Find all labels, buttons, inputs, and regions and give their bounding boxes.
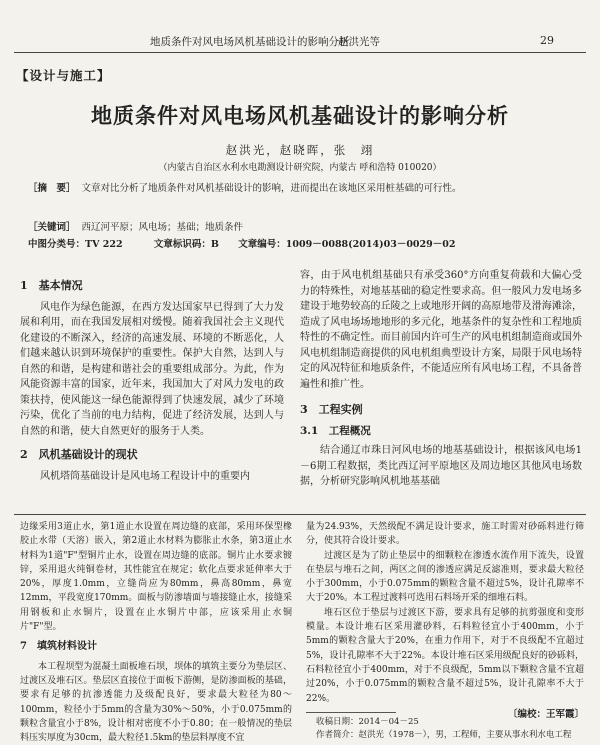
- page-number: 29: [540, 34, 554, 47]
- section-3-1-paragraph: 结合通辽市珠日河风电场的地基基础设计，根据该风电场1－6期工程数据，类比西辽河平原地区及周边地区其他风电场数据，分析研究影响风机地基基础: [300, 445, 582, 487]
- clc-value: TV 222: [85, 239, 123, 250]
- lower-right-column: [306, 520, 584, 722]
- editor-note: 〔编校：王军霞〕: [507, 708, 584, 720]
- keywords-text: 西辽河平原；风电场；基础；地质条件: [81, 222, 244, 233]
- header-rule: [14, 52, 586, 53]
- continued-paragraph: 容，由于风电机组基础只有承受360°方向重复荷载和大偏心受力的特殊性，对地基基础的稳定性要求高。但一般风力发电场多建设于地势较高的丘陵之上或地形开阔的高原地带及滑海滩涂，造成了风电场场地地形的多元化，地基条件的复杂性和工程地质特性的不确定性。而目前国内许可生产的风电机组制造商或国外风电机组制造商提供的风电机组典型设计方案，局限于风电场特定的风况特征和地质条件，不能适应所有风电场工程，不具备普遍性和推广性。: [300, 270, 582, 390]
- author-list: 赵洪光，赵晓晖，张 翊: [225, 143, 375, 157]
- articleno-label: 文章编号：: [238, 239, 286, 250]
- affiliation: （内蒙古自治区水利水电勘测设计研究院，内蒙古 呼和浩特 010020）: [158, 163, 442, 173]
- footnote-rule: [306, 712, 396, 713]
- doccode-value: B: [210, 239, 219, 250]
- section-3-heading: 3 工程实例: [300, 403, 363, 416]
- running-head: [0, 34, 600, 52]
- section-1-paragraph: 风电作为绿色能源，在西方发达国家早已得到了大力发展和利用，而在我国发展相对缓慢。随着我国社会主义现代化建设的不断深入，经济的高速发展、环境的不断恶化，人们越来越认识到环境保护的重要性。保护大自然，达到人与自然的和谐，是构建和谐社会的重要组成部分。为此，作为风能资源丰富的国家，近年来，我国加大了对风力发电的政策扶持，使风能这一绿色能源得到了快速发展，减少了环境污染，优化了当前的电力结构，促进了经济发展，达到人与自然的和谐，使大自然更好的服务于人类。: [20, 301, 284, 437]
- lower-right-paragraph-1: 量为24.93%，天然级配不满足设计要求，施工时需对砂砾料进行筛分，使其符合设计要求。: [306, 522, 584, 547]
- upper-left-column: [20, 270, 284, 484]
- keywords-label: ［关键词］: [28, 222, 76, 233]
- lower-right-paragraph-2: 过渡区是为了防止垫层中的细颗粒在渗透水流作用下流失，设置在垫层与堆石之间，两区之间的渗透应满足反滤准则，要求最大粒径小于300mm，小于0.075mm的颗粒含量不超过5%，设计孔隙率不大于20%。本工程过渡料可选用石料场开采的细堆石料。: [306, 550, 584, 604]
- abstract-text: 文章对比分析了地质条件对风机基础设计的影响，进而提出在该地区采用桩基础的可行性。: [81, 183, 462, 194]
- section-tag: 【设计与施工】: [16, 68, 111, 83]
- abstract: [28, 181, 576, 197]
- clc-label: 中图分类号：: [28, 239, 86, 250]
- footnotes: [316, 716, 586, 742]
- doccode-label: 文章标识码：: [153, 239, 211, 250]
- received-date: 收稿日期：2014－04－25: [316, 717, 419, 727]
- abstract-label: ［摘 要］: [28, 183, 76, 194]
- section-1-heading: 1 基本情况: [20, 279, 83, 292]
- section-7-heading: 7 填筑材料设计: [20, 641, 97, 653]
- article-title: 地质条件对风电场风机基础设计的影响分析: [91, 103, 509, 128]
- divider-rule: [14, 514, 586, 515]
- classification-row: [28, 237, 576, 253]
- articleno-value: 1009－0088(2014)03－0029－02: [285, 239, 456, 250]
- section-3-1-heading: 3.1 工程概况: [300, 424, 371, 437]
- lower-left-paragraph: 边缘采用3道止水，第1道止水设置在周边缝的底部，采用环保型橡胶止水带（天溶）嵌入，第2道止水材料为膨胀止水条，第3道止水材料为1道"F"型铜片止水，设置在周边缝的底部。铜片止水要求镀锌，采用退火纯铜卷材，其性能宜在规定；软化点要求延伸率大于20%，厚度1.0mm，立缝尚应为80mm，鼻高80mm，鼻宽12mm，平段宽度170mm。面板与防渗墙面与墙接缝止水，接缝采用钢板和止水铜片，设置在止水铜片中部，应该采用止水铜片"F"型。: [20, 522, 292, 633]
- lower-right-paragraph-3: 堆石区位于垫层与过渡区下游，要求具有足够的抗剪强度和变形模量。本设计堆石区采用灌砂料，石料粒径宜小于400mm，小于5mm的颗粒含量大于20%，在重力作用下，对于不良级配不宜超过5%，设计孔隙率不大于22%。本设计堆石区采用级配良好的砂砾料，石料粒径宜小于400mm，对于不良级配，5mm以下颗粒含量不宜超过20%，小于0.075mm的颗粒含量不超过5%，设计孔隙率不大于22%。: [306, 607, 584, 704]
- section-7-paragraph: 本工程坝型为混凝土面板堆石坝，坝体的填筑主要分为垫层区、过渡区及堆石区。垫层区直接位于面板下游侧，是防渗面板的基础，要求有足够的抗渗透能力及级配良好，要求最大粒径为80～100mm，粒径小于5mm的含量为30%～50%，小于0.075mm的颗粒含量宜小于8%，设计相对密度不小于0.80；在一般情况的垫层料压实厚度为30cm，最大粒径1.5km的垫层料厚度不宜: [20, 661, 292, 744]
- keywords: [28, 220, 576, 236]
- section-2-paragraph: 风机塔筒基础设计是风电场工程设计中的重要内: [40, 470, 250, 482]
- lower-left-column: [20, 520, 292, 745]
- running-title: 地质条件对风电场风机基础设计的影响分析: [150, 36, 350, 48]
- upper-right-column: [300, 268, 582, 490]
- author-bio: 作者简介：赵洪光（1978－），男，工程师，主要从事水利水电工程: [316, 730, 572, 740]
- running-author: 赵洪光等: [338, 36, 380, 48]
- section-2-heading: 2 风机基础设计的现状: [20, 448, 138, 461]
